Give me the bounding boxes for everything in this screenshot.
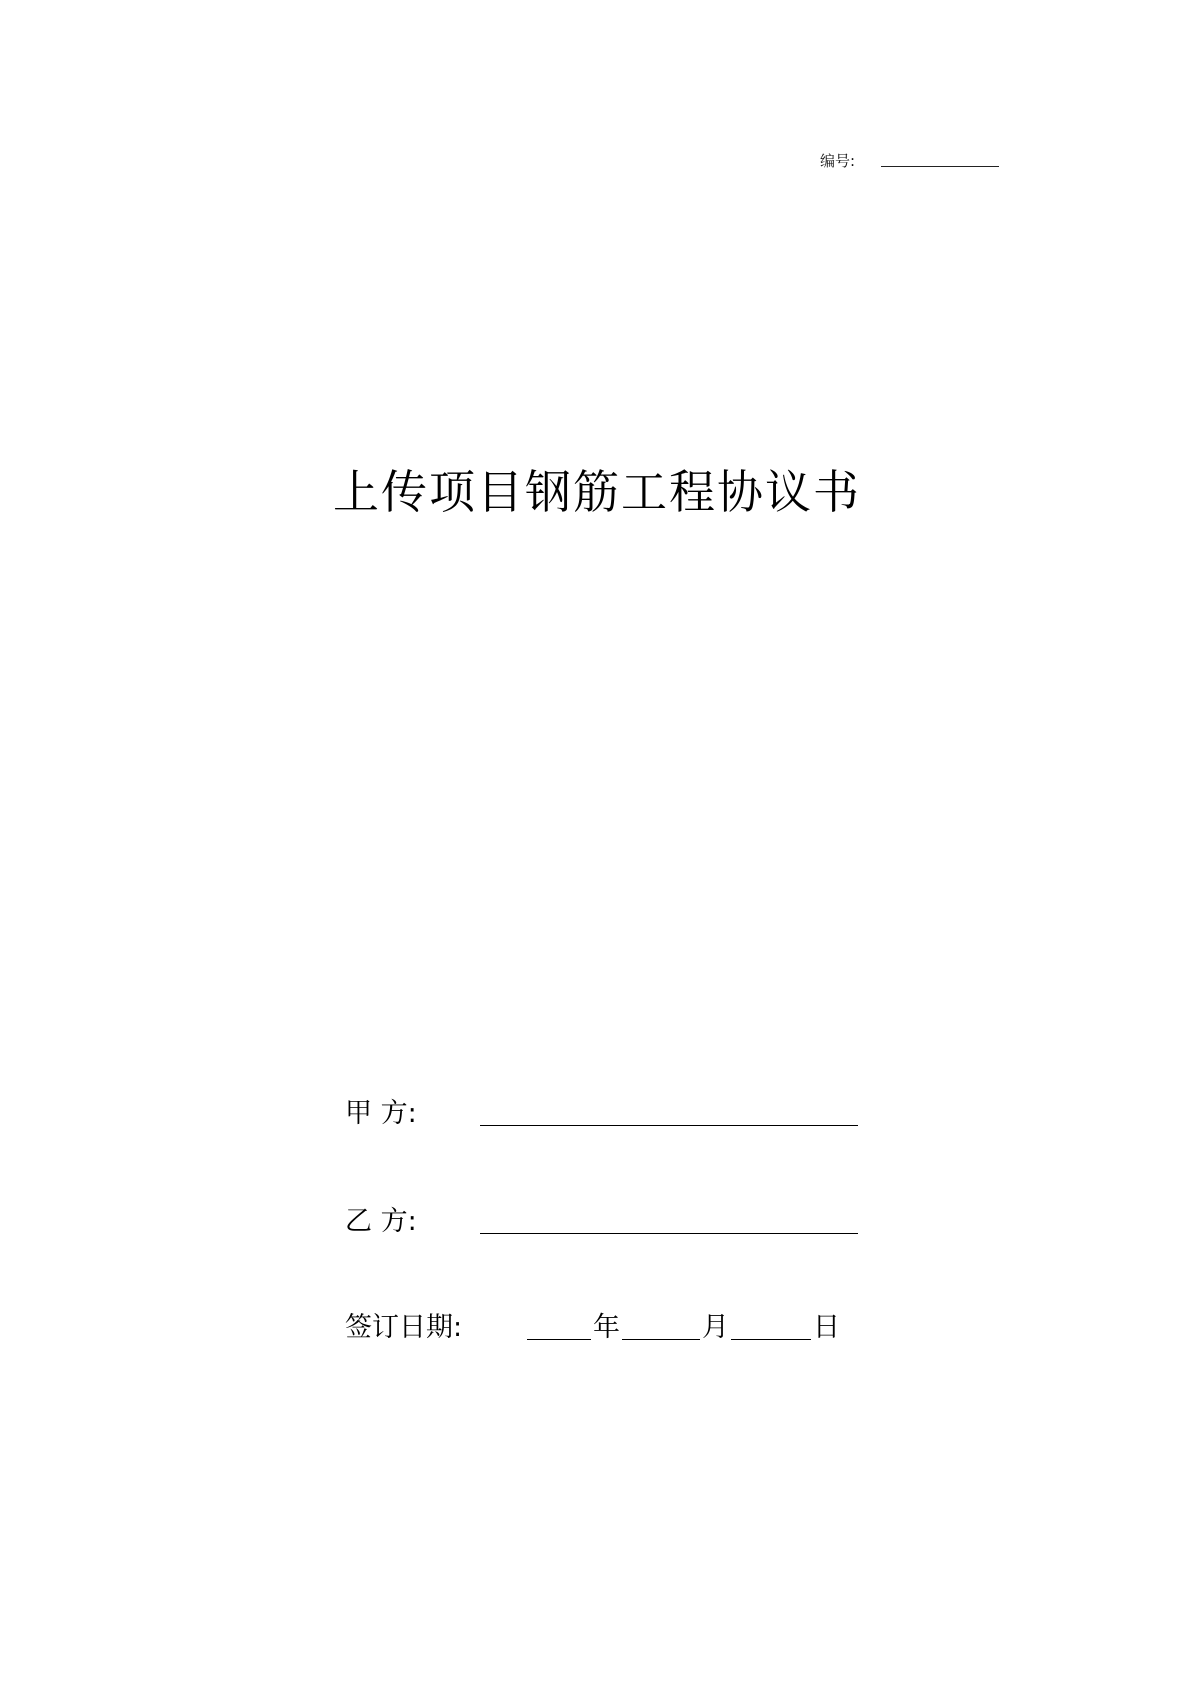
party-a-label: 甲 方: — [345, 1098, 417, 1129]
sign-date-field — [345, 1306, 842, 1346]
party-b-field — [345, 1200, 858, 1240]
party-a-field — [345, 1092, 858, 1132]
document-title: 上传项目钢筋工程协议书 — [333, 465, 861, 519]
party-b-blank — [480, 1233, 858, 1234]
serial-number-field — [820, 148, 999, 170]
day-unit: 日 — [813, 1312, 840, 1343]
party-a-blank — [480, 1125, 858, 1126]
month-unit: 月 — [702, 1312, 729, 1343]
sign-date-label: 签订日期: — [345, 1312, 463, 1343]
year-unit: 年 — [593, 1312, 620, 1343]
year-blank — [527, 1339, 591, 1340]
day-blank — [731, 1339, 811, 1340]
serial-number-label: 编号: — [820, 152, 856, 170]
serial-number-blank — [881, 166, 999, 167]
month-blank — [622, 1339, 700, 1340]
party-b-label: 乙 方: — [345, 1206, 417, 1237]
